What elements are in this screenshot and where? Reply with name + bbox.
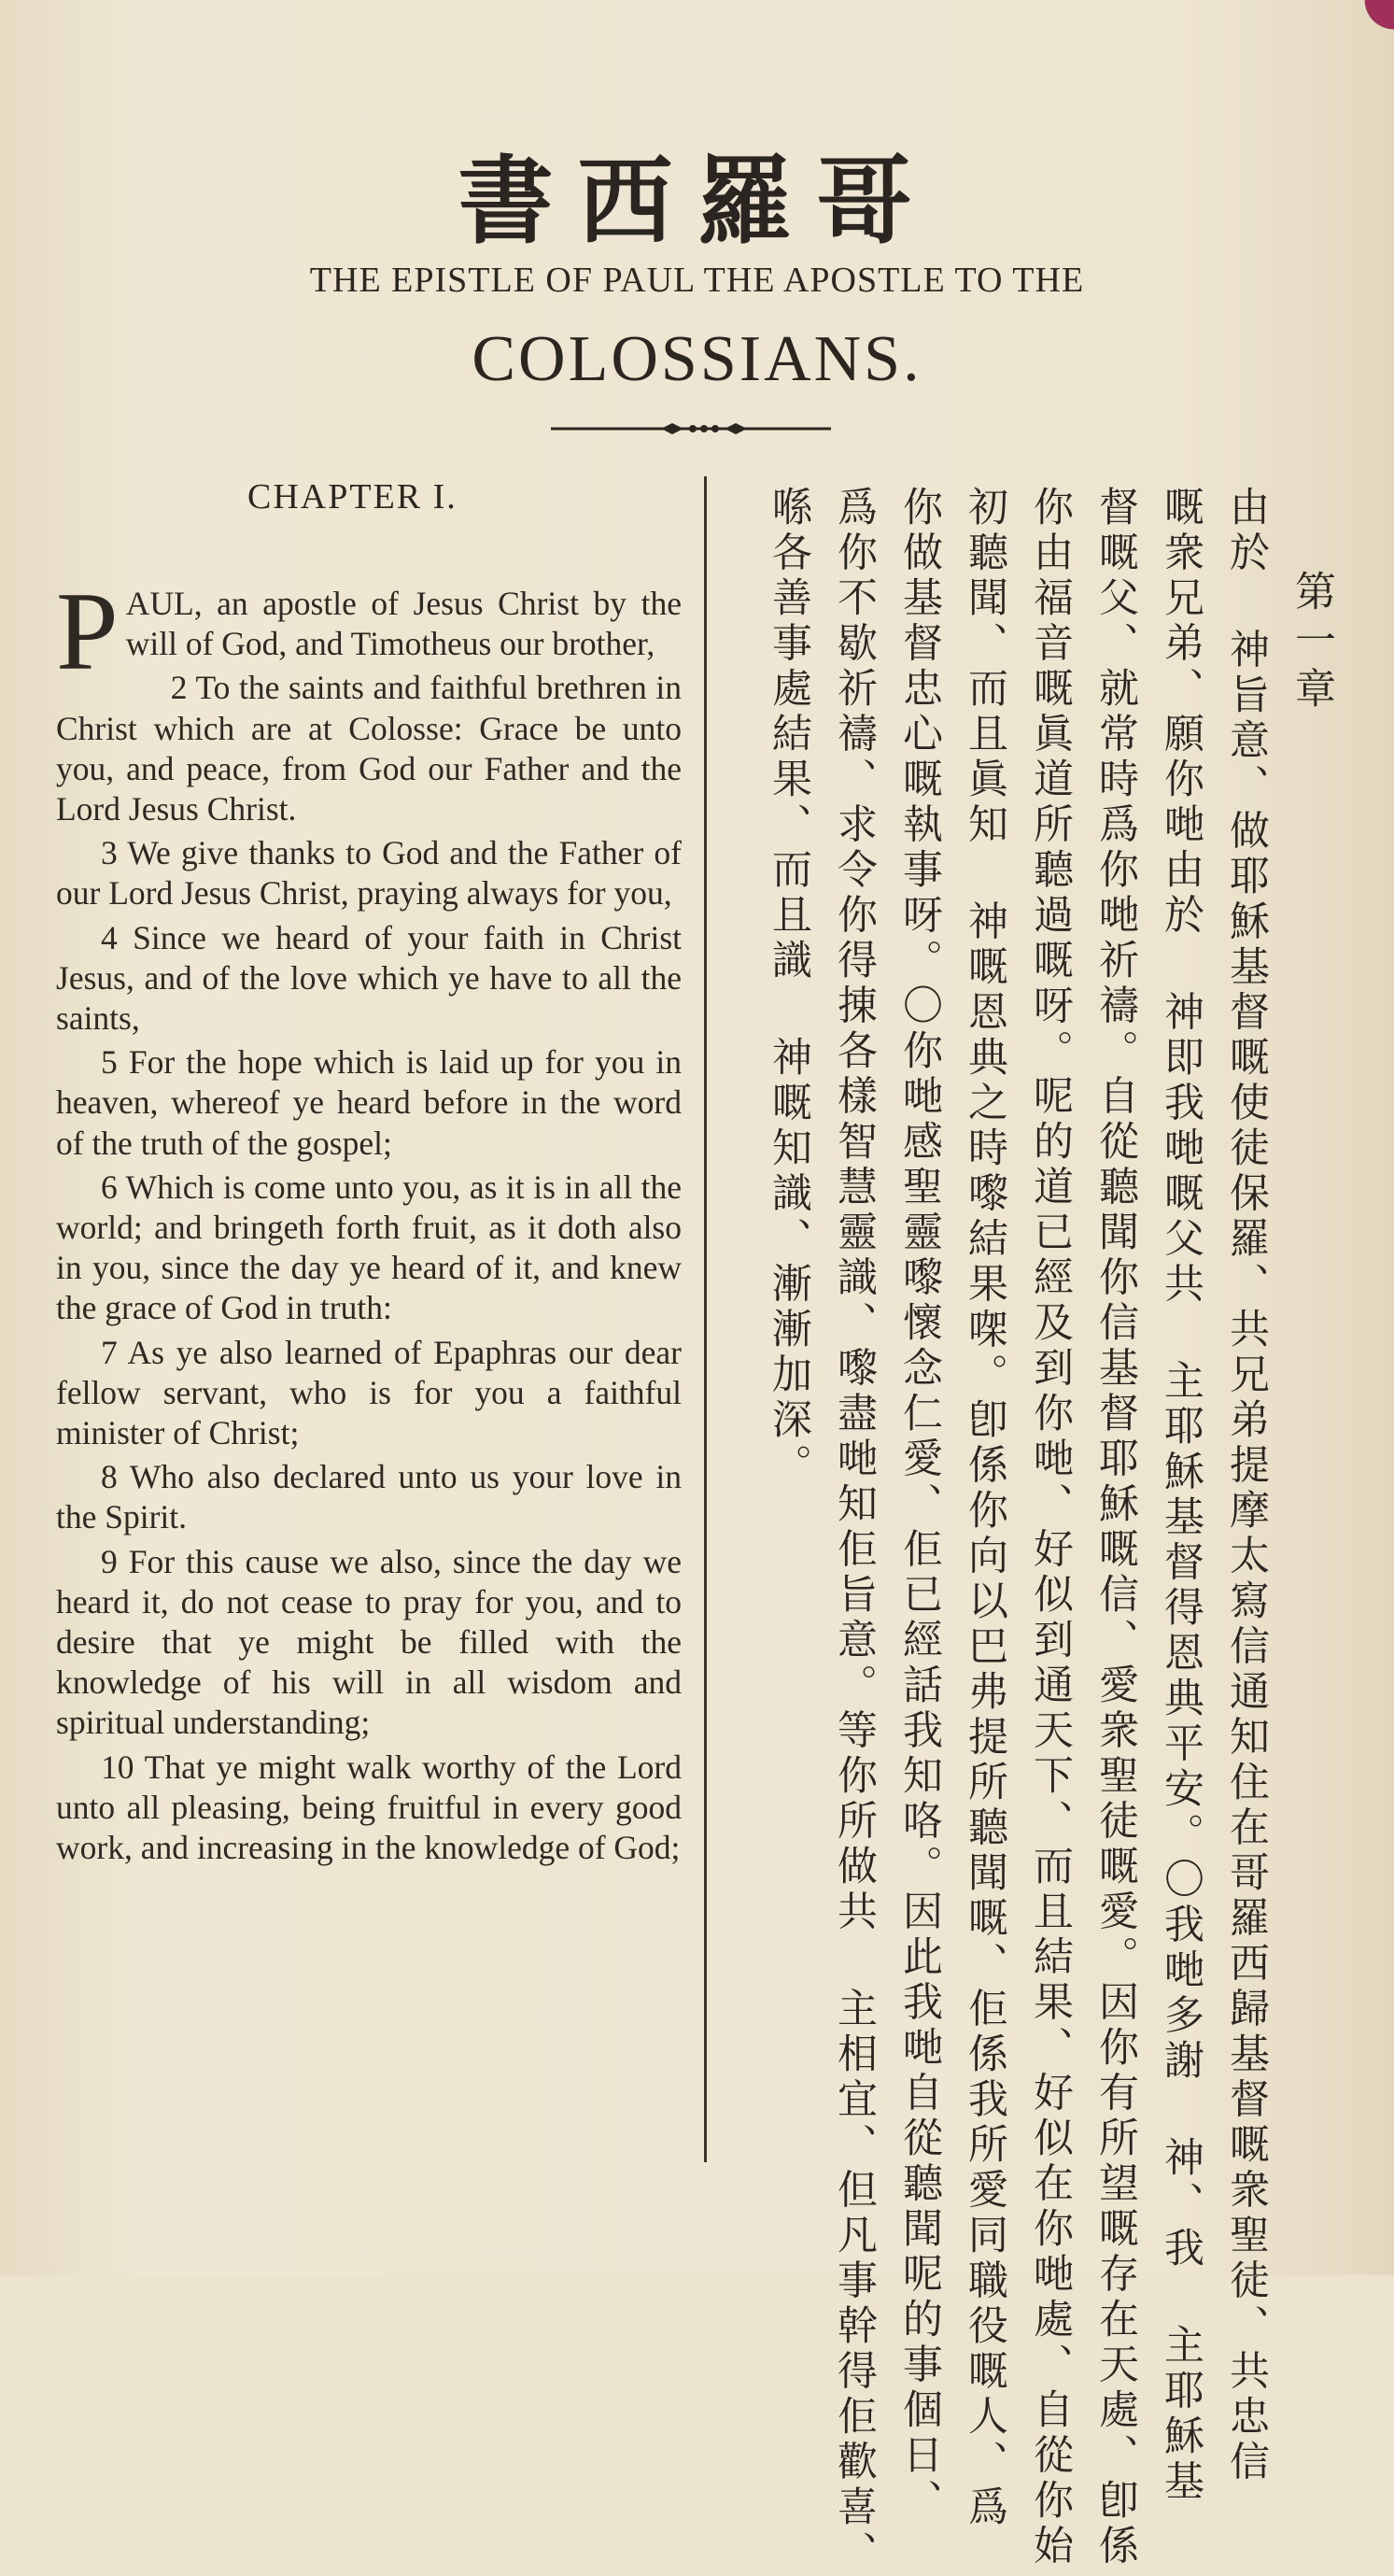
column-divider (704, 476, 707, 2162)
cn-column-5: 初聽聞、而且眞知 神嘅恩典之時嚟結果㗎。卽係你向以巴弗提所聽聞嘅、佢係我所愛同職役嘅人、爲 (962, 486, 1008, 2531)
chinese-text-column (728, 486, 1317, 2576)
corner-mark (1357, 0, 1394, 37)
cn-column-4: 你由福音嘅眞道所聽過嘅呀。呢的道已經及到你哋、好似到通天下、而且結果、好似在你哋處、自從你始 (1027, 486, 1074, 2569)
verse-1 (56, 569, 682, 693)
verse-8: 8 Who also declared unto us your love in the Spirit. (56, 1458, 682, 1536)
title-book: COLOSSIANS. (472, 323, 922, 395)
ornament-divider (551, 420, 831, 437)
chapter-heading-cn: 第一章 (1288, 570, 1335, 715)
verse-5: 5 For the hope which is laid up for you in heaven, whereof ye heard before in the word of the truth of the gospel; (56, 1043, 682, 1162)
verse-10: 10 That ye might walk worthy of the Lord unto all pleasing, being fruitful in every good work, and increasing in the knowledge of God; (56, 1748, 682, 1867)
verse-2: 2 To the saints and faithful brethren in Christ which are at Colosse: Grace be unto you, and peace, from God our Father and the Lord Jesus Christ. (56, 669, 682, 828)
cn-column-2: 嘅衆兄弟、願你哋由於 神即我哋嘅父共 主耶穌基督得恩典平安。〇我哋多謝 神、我 主耶穌基 (1158, 486, 1204, 2505)
title-chinese: 書西羅哥 (458, 147, 936, 258)
cn-column-1: 由於 神旨意、做耶穌基督嘅使徒保羅、共兄弟提摩太寫信通知住在哥羅西歸基督嘅衆聖徒、共忠信 (1223, 486, 1270, 2485)
verse-6: 6 Which is come unto you, as it is in all the world; and bringeth forth fruit, as it doth also in you, since the day ye heard of it, and knew the grace of God in truth: (56, 1168, 682, 1327)
verse-9: 9 For this cause we also, since the day we heard it, do not cease to pray for you, and to desire that ye might be filled with the knowledge of his will in all wisdom and spiritual understanding; (56, 1542, 682, 1742)
english-text-column (56, 569, 682, 1868)
cn-column-8: 喺各善事處結果、而且識 神嘅知識、漸漸加深。 (766, 486, 812, 1489)
verse-3: 3 We give thanks to God and the Father of our Lord Jesus Christ, praying always for you, (56, 834, 682, 913)
cn-column-6: 你做基督忠心嘅執事呀。〇你哋感聖靈嚟懷念仁愛、佢已經話我知咯。因此我哋自從聽聞呢的事個日、 (896, 486, 943, 2525)
cn-column-7: 爲你不歇祈禱、求令你得㨂各樣智慧靈識、嚟盡哋知佢旨意。等你所做共 主相宜、但凡事幹得佢歡喜、 (831, 486, 878, 2576)
verse-7: 7 As ye also learned of Epaphras our dear fellow servant, who is for you a faithful minister of Christ; (56, 1333, 682, 1452)
drop-cap: P (56, 569, 119, 693)
cn-column-3: 督嘅父、就常時爲你哋祈禱。自從聽聞你信基督耶穌嘅信、愛衆聖徒嘅愛。因你有所望嘅存在天處、卽係 (1092, 486, 1139, 2569)
chapter-heading-en: CHAPTER I. (247, 477, 458, 517)
title-subtitle: THE EPISTLE OF PAUL THE APOSTLE TO THE (309, 261, 1085, 300)
verse-text: AUL, an apostle of Jesus Christ by the will of God, and Timotheus our brother, (125, 585, 682, 663)
verse-4: 4 Since we heard of your faith in Christ Jesus, and of the love which ye have to all the saints, (56, 918, 682, 1038)
